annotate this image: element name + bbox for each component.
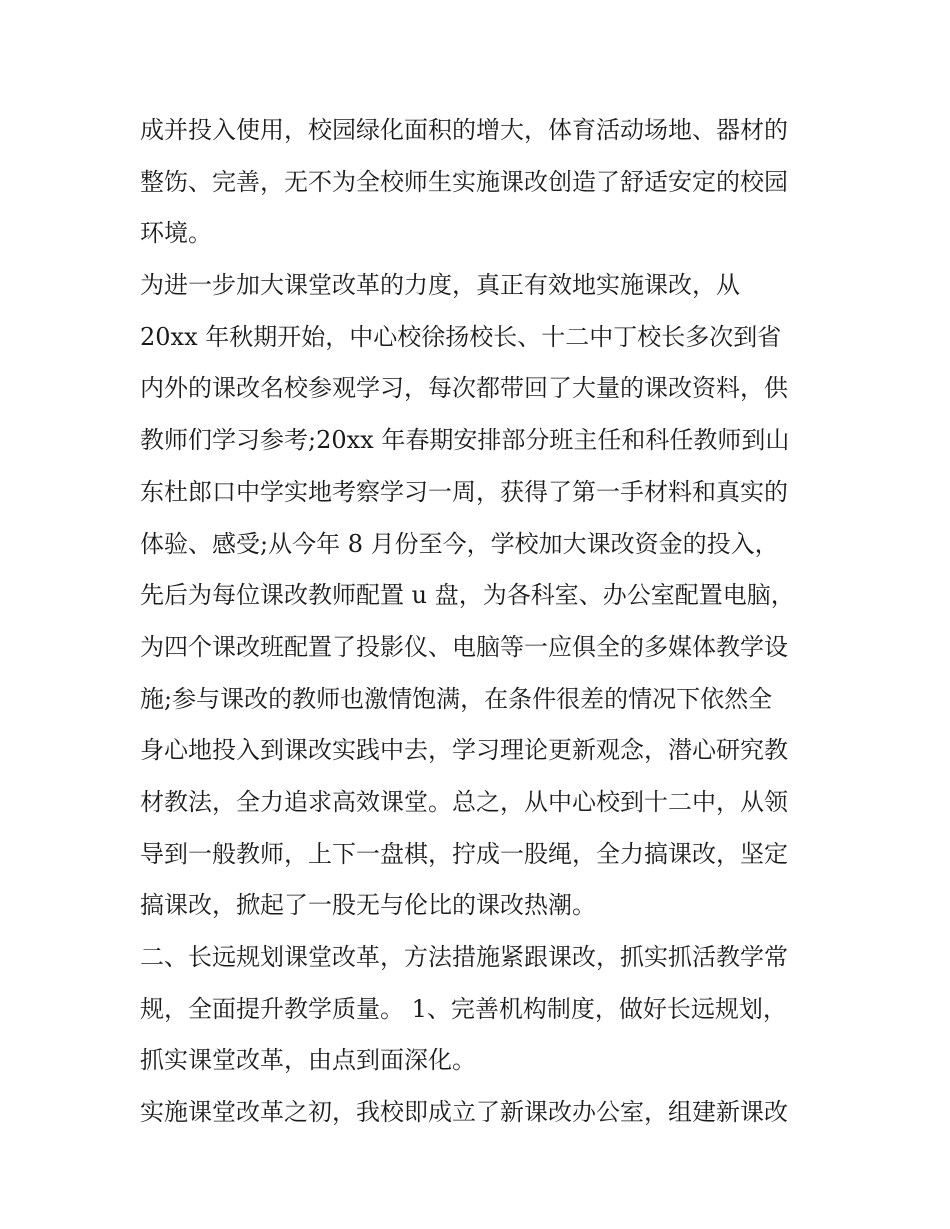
text-line: 二、长远规划课堂改革，方法措施紧跟课改，抓实抓活教学常 [140,943,788,971]
text-line: 为四个课改班配置了投影仪、电脑等一应俱全的多媒体教学设 [140,632,788,661]
text-line: 东杜郎口中学实地考察学习一周，获得了第一手材料和真实的 [140,477,788,506]
text-line: 体验、感受;从今年 8 月份至今，学校加大课改资金的投入， [140,529,779,558]
text-line: 搞课改，掀起了一股无与伦比的课改热潮。 [140,891,596,920]
text-line: 导到一般教师，上下一盘棋，拧成一股绳，全力搞课改，坚定 [140,839,788,868]
text-line: 抓实课堂改革，由点到面深化。 [140,1046,476,1075]
text-line: 施;参与课改的教师也激情饱满，在条件很差的情况下依然全 [140,684,773,713]
text-line: 实施课堂改革之初，我校即成立了新课改办公室，组建新课改 [140,1098,788,1127]
body-text [140,105,830,1139]
text-line: 教师们学习参考;20xx 年春期安排部分班主任和科任教师到山 [140,426,790,455]
text-line: 身心地投入到课改实践中去，学习理论更新观念，潜心研究教 [140,736,788,765]
text-line: 材教法，全力追求高效课堂。总之，从中心校到十二中，从领 [140,787,788,816]
text-line: 环境。 [140,219,212,248]
text-line: 规，全面提升教学质量。 1、完善机构制度，做好长远规划， [140,994,787,1023]
text-line: 成并投入使用，校园绿化面积的增大，体育活动场地、器材的 [140,116,788,144]
text-line: 为进一步加大课堂改革的力度，真正有效地实施课改，从 [140,271,740,300]
text-line: 先后为每位课改教师配置 u 盘，为各科室、办公室配置电脑， [140,581,795,610]
text-line: 整饬、完善，无不为全校师生实施课改创造了舒适安定的校园 [140,167,788,196]
text-line: 20xx 年秋期开始，中心校徐扬校长、十二中丁校长多次到省 [140,322,782,351]
text-line: 内外的课改名校参观学习，每次都带回了大量的课改资料，供 [140,374,788,403]
